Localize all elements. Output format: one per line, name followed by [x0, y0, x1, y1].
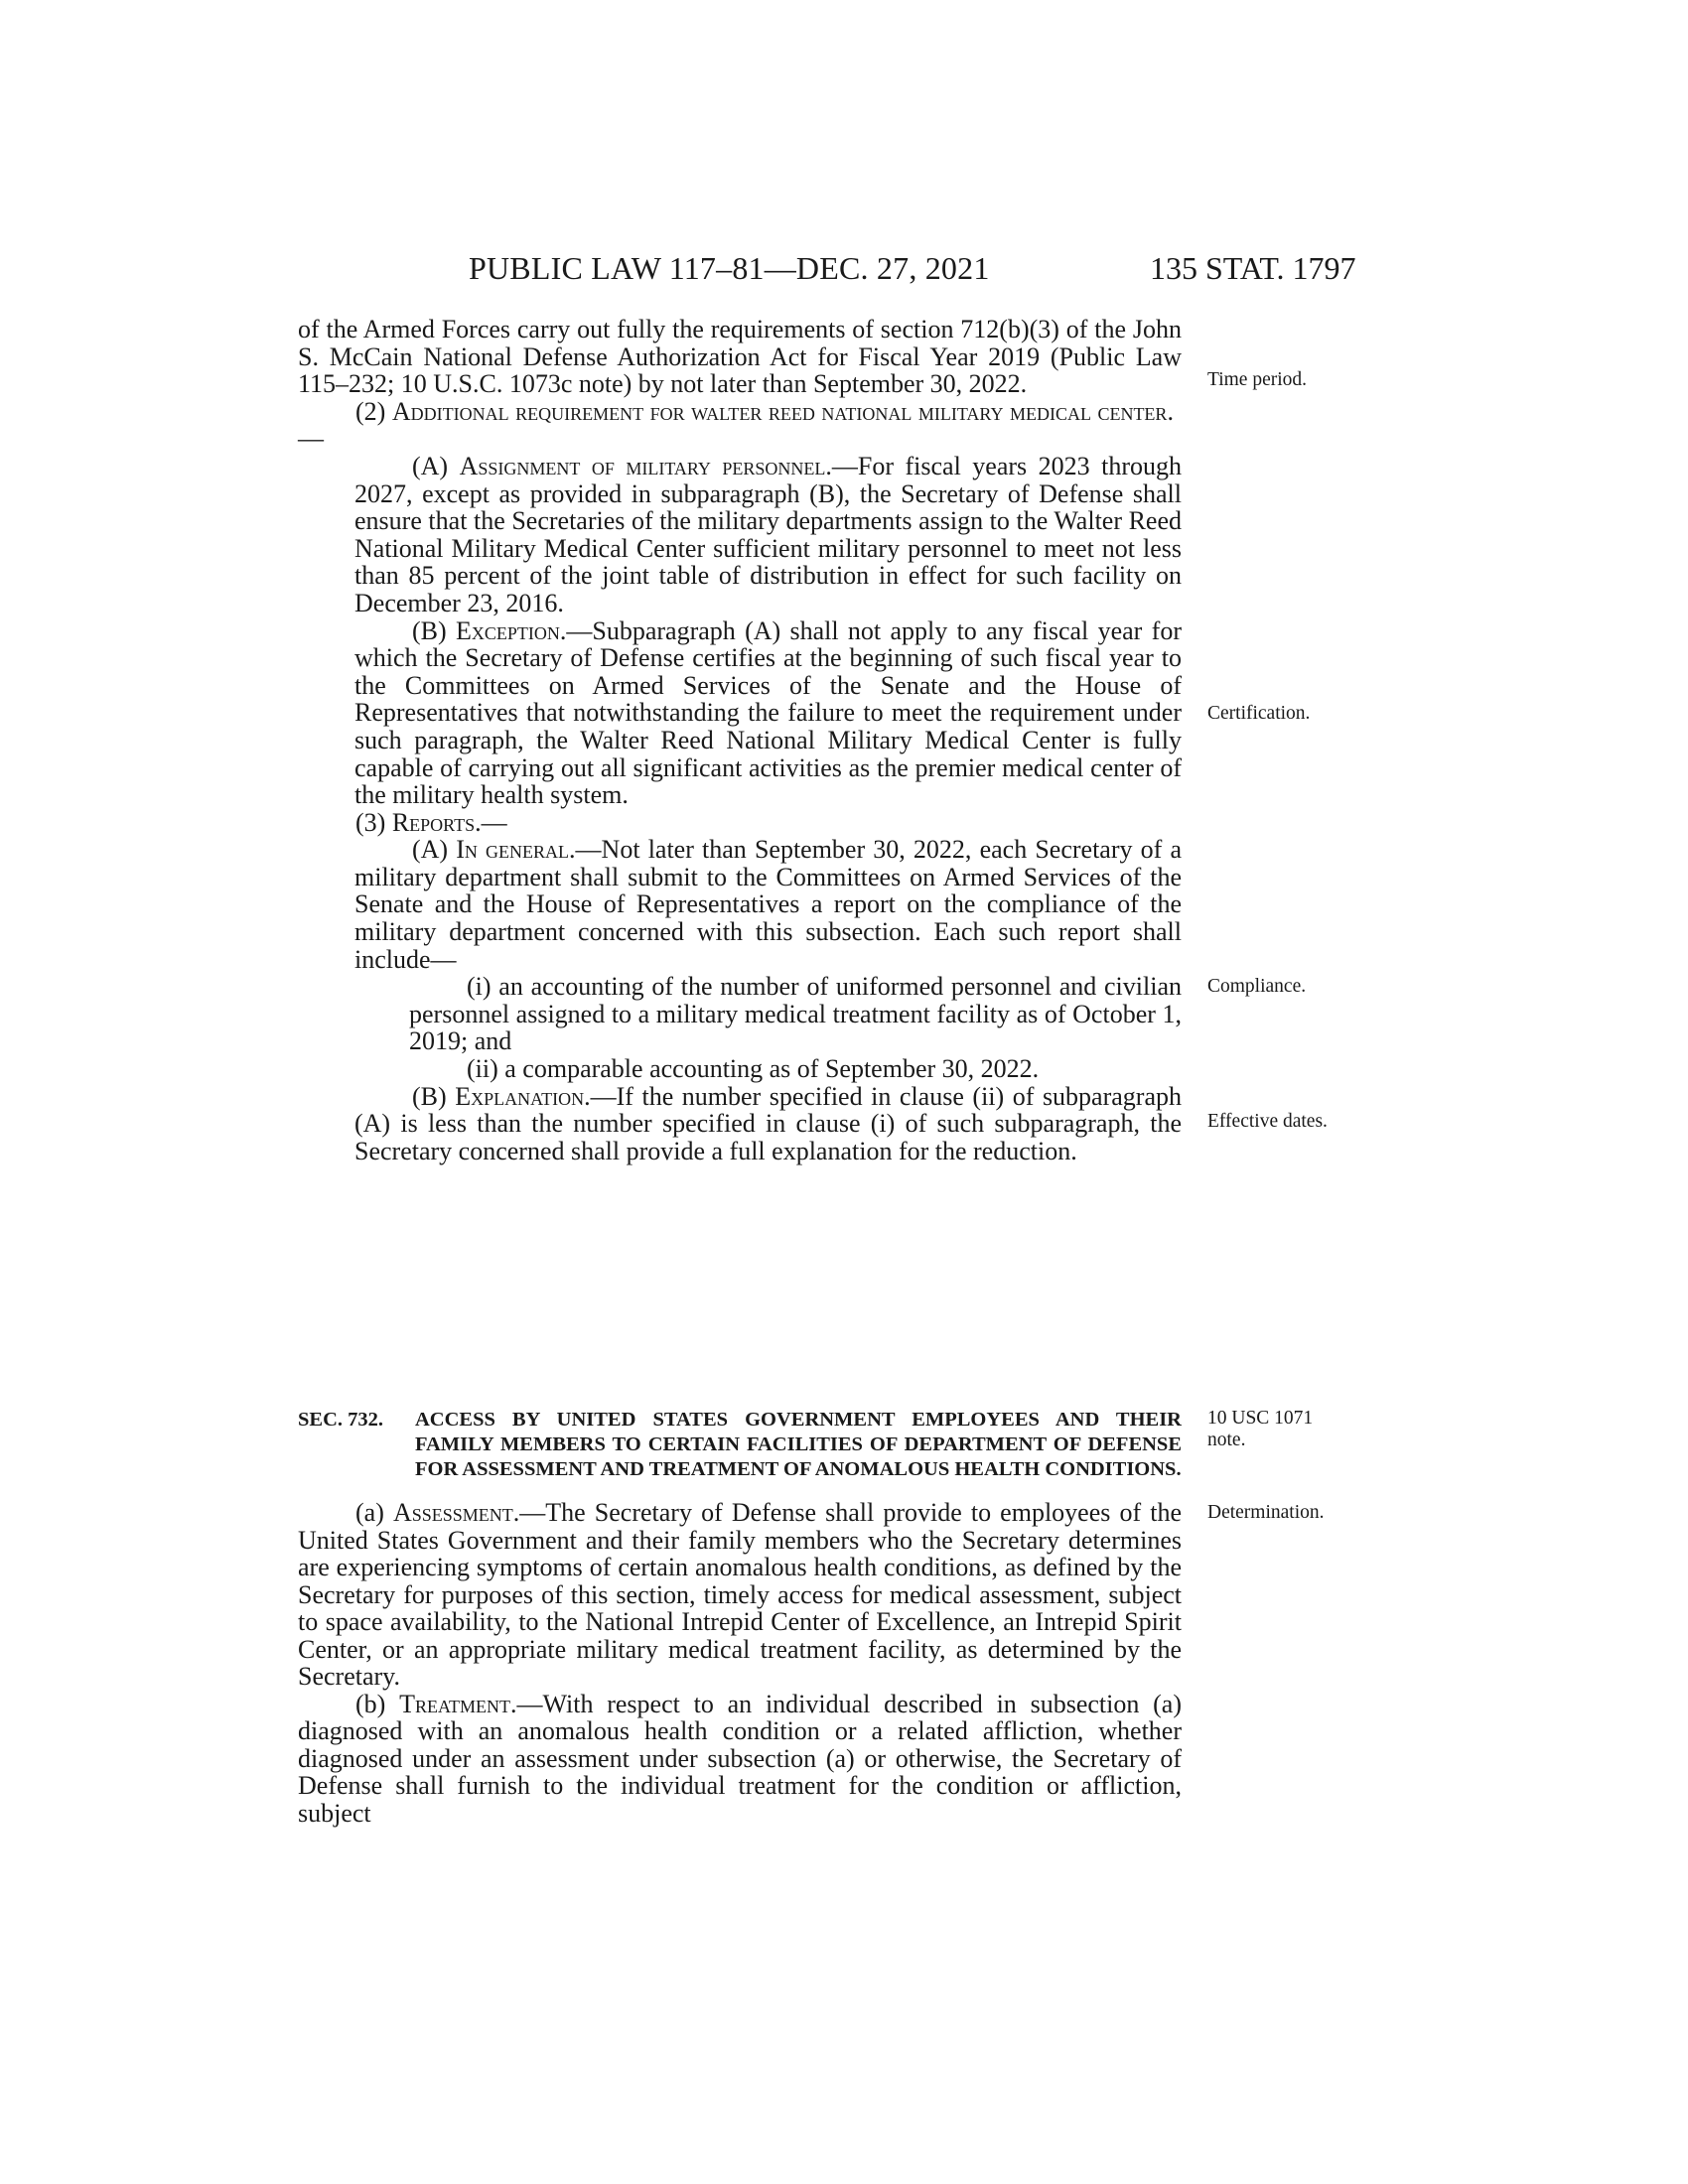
margin-note-compliance: Compliance.: [1207, 976, 1307, 997]
section-text: [298, 1499, 1182, 1827]
subparagraph-3b-heading: Explanation: [455, 1081, 585, 1111]
margin-note-certification: Certification.: [1207, 703, 1311, 724]
paragraph-3-heading: Reports: [391, 807, 476, 837]
margin-note-determination: Determination.: [1207, 1502, 1325, 1523]
subparagraph-2a: (A) Assignment of military personnel.—For fiscal years 2023 through 2027, except as provided in subparagraph (B), the Secretary of Defense shall ensure that the Secretaries of the military departments assign to the Walter Reed National Military Medical Center sufficient military personnel to meet not less than 85 percent of the joint table of distribution in effect for such facility on December 23, 2016.: [354, 451, 1182, 617]
subsection-a-heading: Assessment: [392, 1498, 513, 1527]
paragraph-continuation: of the Armed Forces carry out fully the requirements of section 712(b)(3) of the John S. McCain National Defense Authorization Act for Fiscal Year 2019 (Public Law 115–232; 10 U.S.C. 1073c note) by not later than September 30, 2022.: [298, 315, 1182, 399]
margin-note-usc-note: note.: [1207, 1430, 1246, 1450]
section-title: ACCESS BY UNITED STATES GOVERNMENT EMPLOYEES AND THEIR FAMILY MEMBERS TO CERTAIN FACILITIES OF DEPARTMENT OF DEFENSE FOR ASSESSMENT AND TREATMENT OF ANOMALOUS HEALTH CONDITIONS.: [415, 1409, 1182, 1480]
section-heading: [298, 1408, 1182, 1482]
subparagraph-3b: (B) Explanation.—If the number specified in clause (ii) of subparagraph (A) is less than the number specified in clause (i) of such subparagraph, the Secretary concerned shall provide a full explanation for the reduction.: [354, 1081, 1182, 1165]
section-number: SEC. 732.: [298, 1409, 384, 1431]
margin-note-time-period: Time period.: [1207, 369, 1308, 390]
margin-note-usc-citation: 10 USC 1071: [1207, 1408, 1314, 1429]
subsection-b-heading: Treatment: [399, 1689, 510, 1718]
running-header-law: PUBLIC LAW 117–81—DEC. 27, 2021: [469, 250, 990, 286]
paragraph-2: (2) Additional requirement for walter reed national military medical center.—: [298, 396, 1174, 454]
subparagraph-2b: (B) Exception.—Subparagraph (A) shall not apply to any fiscal year for which the Secretary of Defense certifies at the beginning of such fiscal year to the Committees on Armed Services of the Senate and the House of Representatives that notwithstanding the failure to meet the requirement under such paragraph, the Walter Reed National Military Medical Center is fully capable of carrying out all significant activities as the premier medical center of the military health system.: [354, 615, 1182, 810]
margin-note-effective-dates: Effective dates.: [1207, 1111, 1328, 1132]
paragraph-2-heading: Additional requirement for walter reed national military medical center: [391, 396, 1168, 426]
subparagraph-2b-heading: Exception: [455, 615, 560, 645]
subparagraph-2a-heading: Assignment of military personnel: [459, 451, 826, 480]
subsection-b: (b) Treatment.—With respect to an individual described in subsection (a) diagnosed with an anomalous health condition or a related affliction, whether diagnosed under an assessment under subsection (a) or otherwise, the Secretary of Defense shall furnish to the individual treatment for the condition or affliction, subject: [298, 1689, 1182, 1828]
clause-i: (i) an accounting of the number of uniformed personnel and civilian personnel assigned to a military medical treatment facility as of October 1, 2019; and: [409, 972, 1182, 1056]
clause-ii: (ii) a comparable accounting as of September 30, 2022.: [467, 1054, 1040, 1084]
subsection-a: (a) Assessment.—The Secretary of Defense shall provide to employees of the United States Government and their family members who the Secretary determines are experiencing symptoms of certain anomalous health conditions, as defined by the Secretary for purposes of this section, timely access for medical assessment, subject to space availability, to the National Intrepid Center of Excellence, an Intrepid Spirit Center, or an appropriate military medical treatment facility, as determined by the Secretary.: [298, 1498, 1182, 1691]
page-stat-number: 135 STAT. 1797: [1150, 250, 1356, 286]
subparagraph-3a: (A) In general.—Not later than September 30, 2022, each Secretary of a military department shall submit to the Committees on Armed Services of the Senate and the House of Representatives a report on the compliance of the military department concerned with this subsection. Each such report shall include—: [354, 835, 1182, 974]
subparagraph-3a-heading: In general: [456, 835, 570, 865]
paragraph-3: (3) Reports.—: [355, 807, 507, 837]
main-text: [298, 316, 1182, 1164]
